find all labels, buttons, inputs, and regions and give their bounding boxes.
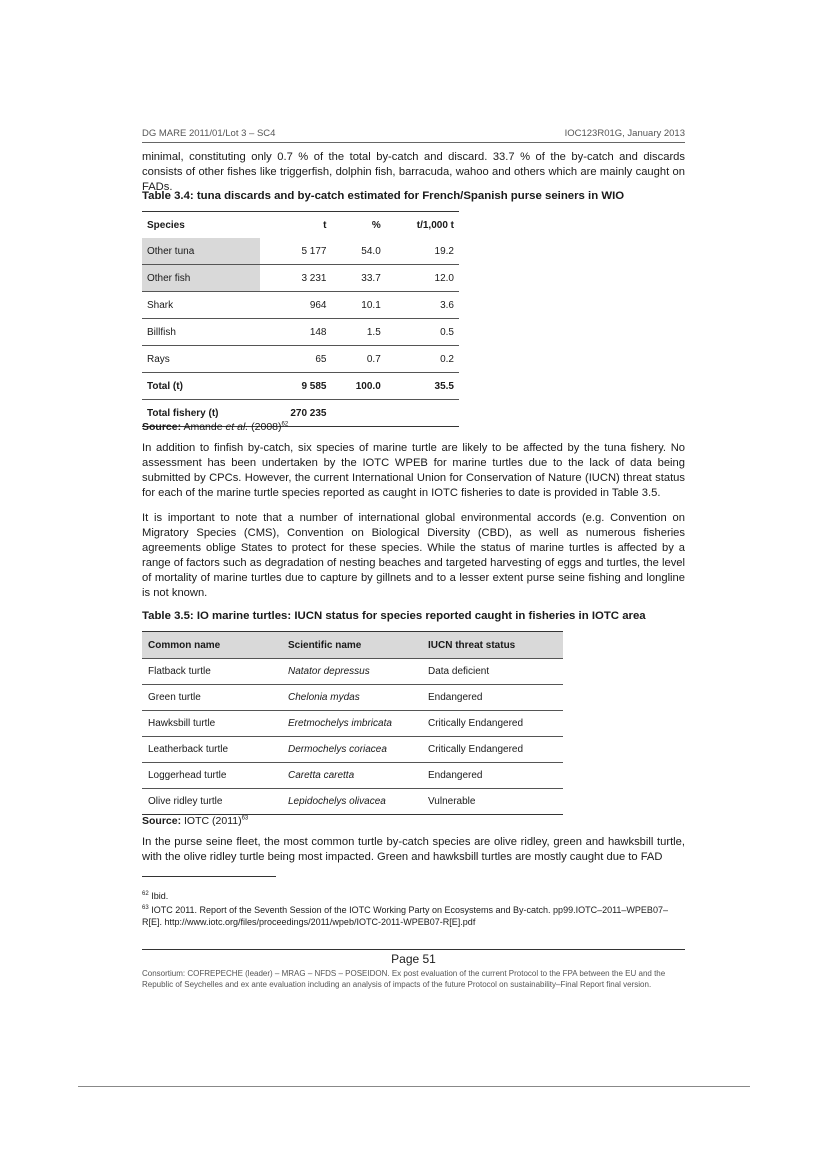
percent-cell: 0.7 xyxy=(332,346,386,373)
percent-cell xyxy=(332,400,386,427)
species-cell: Other fish xyxy=(142,265,260,292)
paragraph-turtles: In addition to finfish by-catch, six species of marine turtle are likely to be affected by the tuna fishery. No assessment has been undertaken by the IOTC WPEB for marine turtles due to the lack of data being submitted by CPCs. However, the current International Union for Conservation of Nature (IUCN) threat status for each of the marine turtle species reported as caught in IOTC fisheries to date is provided in Table 3.5. xyxy=(142,442,685,499)
source-label: Source: xyxy=(142,815,182,827)
percent-cell: 1.5 xyxy=(332,319,386,346)
per-thousand-cell: 3.6 xyxy=(386,292,459,319)
paragraph-purse-seine: In the purse seine fleet, the most common turtle by-catch species are olive ridley, green and hawksbill turtle, with the olive ridley turtle being most impacted. Green and hawksbill turtles are mostly caught due to FAD xyxy=(142,836,685,863)
tonnes-cell: 5 177 xyxy=(301,245,327,257)
per-thousand-cell: 0.2 xyxy=(386,346,459,373)
species-cell: Billfish xyxy=(142,319,260,346)
percent-cell: 100.0 xyxy=(332,373,386,400)
source-year: (2008) xyxy=(251,421,282,433)
table-row xyxy=(142,737,563,763)
table-3-4-source xyxy=(142,421,288,433)
iucn-status-cell: Endangered xyxy=(422,763,563,789)
column-header-tonnes: t xyxy=(323,219,327,231)
footnote-number: 63 xyxy=(142,905,149,911)
table-3-5-source xyxy=(142,815,248,827)
page-header xyxy=(142,128,685,143)
tonnes-cell: 9 585 xyxy=(260,373,332,400)
common-name-cell: Loggerhead turtle xyxy=(142,763,282,789)
table-row xyxy=(142,346,459,373)
page-bottom-divider xyxy=(78,1086,750,1087)
species-cell: Shark xyxy=(142,292,260,319)
table-row xyxy=(142,789,563,815)
source-etal: et al. xyxy=(225,421,249,433)
footnote-divider xyxy=(142,876,276,877)
paragraph-intro: minimal, constituting only 0.7 % of the total by-catch and discard. 33.7 % of the by-catch and discards consists of other fishes like triggerfish, dolphin fish, barracuda, wahoo and others which are mainly caught on FADs. xyxy=(142,151,685,193)
footnote-62 xyxy=(142,888,685,902)
iucn-status-cell: Data deficient xyxy=(422,659,563,685)
table-header-row xyxy=(142,632,563,659)
paragraph-accords: It is important to note that a number of international global environmental accords (e.g. Convention on Migratory Species (CMS), Convention on Biological Diversity (CBD), as well as numerous fisheries agreements oblige States to protect for these species. While the status of marine turtles is affected by a range of factors such as degradation of nesting beaches and targeted harvesting of eggs and turtles, the level of mortality of marine turtles due to capture by gillnets and to a lesser extent purse seine fishing and longline is not known. xyxy=(142,512,685,599)
common-name-cell: Olive ridley turtle xyxy=(142,789,282,815)
footnote-text: Ibid. xyxy=(151,891,169,901)
percent-cell: 54.0 xyxy=(361,245,381,257)
table-row xyxy=(142,238,459,265)
iucn-status-cell: Endangered xyxy=(422,685,563,711)
scientific-name-cell: Dermochelys coriacea xyxy=(282,737,422,763)
table-3-4-caption: Table 3.4: tuna discards and by-catch estimated for French/Spanish purse seiners in WIO xyxy=(142,190,625,202)
footer-divider xyxy=(142,949,685,950)
column-header-common-name: Common name xyxy=(142,632,282,659)
table-row xyxy=(142,711,563,737)
per-thousand-cell: 19.2 xyxy=(434,245,454,257)
footnote-ref[interactable]: 63 xyxy=(241,815,249,822)
table-3-4-bycatch xyxy=(142,211,459,427)
tonnes-cell: 65 xyxy=(260,346,332,373)
common-name-cell: Flatback turtle xyxy=(142,659,282,685)
percent-cell: 33.7 xyxy=(332,265,386,292)
header-report-id: IOC123R01G, January 2013 xyxy=(564,128,685,139)
per-thousand-cell xyxy=(386,400,459,427)
scientific-name-cell: Caretta caretta xyxy=(282,763,422,789)
species-cell: Other tuna xyxy=(142,238,260,265)
tonnes-cell: 148 xyxy=(260,319,332,346)
scientific-name-cell: Eretmochelys imbricata xyxy=(282,711,422,737)
column-header-species: Species xyxy=(147,219,185,231)
scientific-name-cell: Chelonia mydas xyxy=(282,685,422,711)
column-header-per-thousand: t/1,000 t xyxy=(416,219,454,231)
source-author: Amande xyxy=(183,421,223,433)
page-number: Page 51 xyxy=(391,952,436,966)
table-header-row xyxy=(142,212,459,239)
table-row xyxy=(142,292,459,319)
iucn-status-cell: Critically Endangered xyxy=(422,737,563,763)
source-text: IOTC (2011) xyxy=(184,815,242,827)
header-doc-ref: DG MARE 2011/01/Lot 3 – SC4 xyxy=(142,128,276,139)
tonnes-cell: 270 235 xyxy=(260,400,332,427)
iucn-status-cell: Vulnerable xyxy=(422,789,563,815)
tonnes-cell: 964 xyxy=(260,292,332,319)
common-name-cell: Leatherback turtle xyxy=(142,737,282,763)
table-row xyxy=(142,265,459,292)
column-header-iucn-status: IUCN threat status xyxy=(422,632,563,659)
table-row xyxy=(142,685,563,711)
footnote-text[interactable]: IOTC 2011. Report of the Seventh Session of the IOTC Working Party on Ecosystems and By-catch. pp99.IOTC–2011–WPEB07–R[E]. http://www.iotc.org/files/proceedings/2011/wpeb/IOTC-2011-WPEB07-R[E].pdf xyxy=(142,905,668,927)
scientific-name-cell: Lepidochelys olivacea xyxy=(282,789,422,815)
table-3-5-caption: Table 3.5: IO marine turtles: IUCN status for species reported caught in fisheries in IOTC area xyxy=(142,610,646,622)
common-name-cell: Green turtle xyxy=(142,685,282,711)
table-row xyxy=(142,319,459,346)
per-thousand-cell: 35.5 xyxy=(386,373,459,400)
footnote-ref[interactable]: 62 xyxy=(281,421,289,428)
common-name-cell: Hawksbill turtle xyxy=(142,711,282,737)
per-thousand-cell: 0.5 xyxy=(386,319,459,346)
percent-cell: 10.1 xyxy=(332,292,386,319)
column-header-percent: % xyxy=(371,219,381,231)
table-3-5-turtles xyxy=(142,631,563,815)
table-row-total xyxy=(142,373,459,400)
table-row xyxy=(142,763,563,789)
iucn-status-cell: Critically Endangered xyxy=(422,711,563,737)
source-label: Source: xyxy=(142,421,182,433)
species-cell: Rays xyxy=(142,346,260,373)
per-thousand-cell: 12.0 xyxy=(386,265,459,292)
footnote-number: 62 xyxy=(142,891,149,897)
species-cell: Total fishery (t) xyxy=(142,400,260,427)
column-header-scientific-name: Scientific name xyxy=(282,632,422,659)
footnote-63 xyxy=(142,902,685,928)
tonnes-cell: 3 231 xyxy=(260,265,332,292)
scientific-name-cell: Natator depressus xyxy=(282,659,422,685)
footer-consortium: Consortium: COFREPECHE (leader) – MRAG – NFDS – POSEIDON. Ex post evaluation of the current Protocol to the FPA between the EU and the Republic of Seychelles and ex ante evaluation including an analysis of impacts of the future Protocol on sustainability–Final Report final version. xyxy=(142,969,666,989)
species-cell: Total (t) xyxy=(142,373,260,400)
table-row xyxy=(142,659,563,685)
